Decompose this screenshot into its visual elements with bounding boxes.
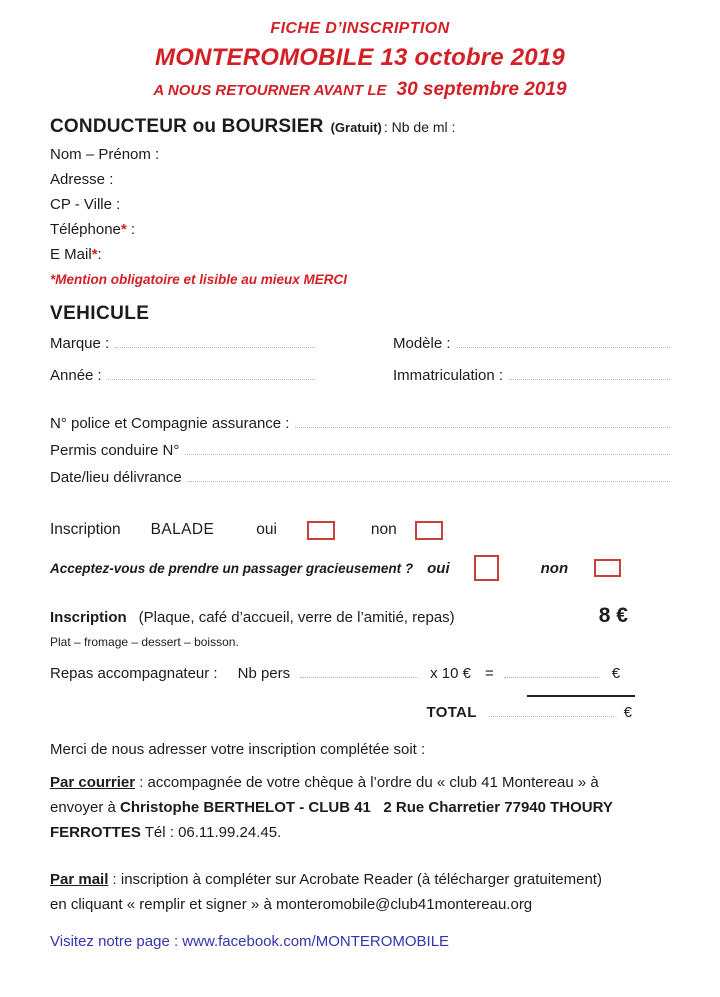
modele-label: Modèle : — [393, 335, 451, 352]
field-immatriculation — [393, 367, 670, 384]
balade-inscription-row — [50, 518, 670, 542]
adresse-label: Adresse : — [50, 171, 114, 188]
total-label: TOTAL — [426, 704, 477, 721]
par-courrier-text-2: envoyer à — [50, 799, 121, 816]
balade-oui-label: oui — [256, 521, 277, 538]
par-courrier-paragraph — [50, 770, 670, 845]
vehicule-row-1 — [50, 335, 670, 367]
assurance-lines — [50, 415, 670, 496]
sum-divider-line — [527, 695, 635, 697]
passager-oui-checkbox[interactable] — [474, 555, 499, 581]
total-input-line[interactable] — [489, 716, 614, 717]
par-mail-lead: Par mail — [50, 871, 109, 888]
gratuit-note: (Gratuit) — [330, 120, 382, 135]
annee-input-line[interactable] — [108, 379, 315, 380]
permis-label: Permis conduire N° — [50, 442, 180, 459]
balade-non-checkbox[interactable] — [415, 521, 443, 540]
vehicule-section-heading: VEHICULE — [50, 303, 150, 324]
total-row — [50, 704, 632, 721]
par-courrier-lead: Par courrier — [50, 774, 136, 791]
field-date-delivrance — [50, 469, 670, 496]
field-modele — [393, 335, 670, 352]
permis-input-line[interactable] — [185, 454, 670, 455]
balade-inscription-label: Inscription — [50, 521, 121, 538]
conducteur-section-heading — [50, 116, 670, 138]
police-assurance-label: N° police et Compagnie assurance : — [50, 415, 290, 432]
inscription-price-label: Inscription — [50, 609, 127, 626]
form-header — [50, 20, 670, 101]
telephone-colon: : — [126, 221, 136, 238]
repas-total-input-line[interactable] — [504, 677, 600, 678]
marque-label: Marque : — [50, 335, 110, 352]
par-mail-paragraph — [50, 867, 670, 917]
nb-ml-label: : Nb de ml : — [383, 119, 456, 135]
field-annee — [50, 367, 315, 384]
inscription-price-detail: (Plaque, café d’accueil, verre de l’amitié, repas) — [138, 609, 455, 626]
email-label: E Mail — [50, 246, 92, 263]
balade-oui-checkbox[interactable] — [307, 521, 335, 540]
menu-note: Plat – fromage – dessert – boisson. — [50, 635, 239, 649]
field-police-assurance — [50, 415, 670, 442]
field-nom-prenom — [50, 146, 670, 171]
field-cp-ville — [50, 196, 670, 221]
courrier-contact-city: FERROTTES — [50, 824, 141, 841]
par-mail-text-2: en cliquant « remplir et signer » à monteromobile@club41montereau.org — [50, 896, 533, 913]
annee-label: Année : — [50, 367, 102, 384]
date-delivrance-label: Date/lieu délivrance — [50, 469, 182, 486]
telephone-label: Téléphone — [50, 221, 121, 238]
field-permis — [50, 442, 670, 469]
pricing-section — [50, 604, 670, 721]
inscription-price-row — [50, 604, 670, 628]
passager-question: Acceptez-vous de prendre un passager gracieusement ? — [50, 560, 414, 576]
equals-sign: = — [485, 665, 494, 682]
immatriculation-input-line[interactable] — [509, 379, 670, 380]
passager-non-label: non — [540, 559, 569, 577]
facebook-page-link[interactable]: Visitez notre page : www.facebook.com/MONTEROMOBILE — [50, 933, 450, 950]
form-title: FICHE D’INSCRIPTION — [270, 20, 450, 37]
vehicule-row-2 — [50, 367, 670, 399]
passager-oui-label: oui — [427, 559, 450, 577]
deadline-date: 30 septembre 2019 — [396, 79, 567, 100]
vehicule-grid — [50, 335, 670, 399]
field-email — [50, 246, 670, 271]
repas-label: Repas accompagnateur : — [50, 665, 218, 682]
balade-label: BALADE — [150, 521, 215, 538]
date-delivrance-input-line[interactable] — [188, 481, 670, 482]
balade-non-label: non — [370, 521, 397, 538]
total-euro-sign: € — [623, 704, 632, 721]
modele-input-line[interactable] — [457, 347, 670, 348]
repas-accompagnateur-row — [50, 665, 670, 682]
field-adresse — [50, 171, 670, 196]
nb-pers-label: Nb pers — [237, 665, 291, 682]
euro-sign: € — [611, 665, 621, 682]
nb-pers-input-line[interactable] — [300, 677, 418, 678]
marque-input-line[interactable] — [115, 347, 315, 348]
courrier-phone: Tél : 06.11.99.24.45. — [140, 824, 282, 841]
passager-non-checkbox[interactable] — [594, 559, 621, 577]
passager-row — [50, 554, 670, 582]
nom-prenom-label: Nom – Prénom : — [50, 146, 160, 163]
required-asterisk: * — [91, 246, 98, 263]
cp-ville-label: CP - Ville : — [50, 196, 121, 213]
immatriculation-label: Immatriculation : — [393, 367, 504, 384]
required-asterisk: * — [120, 221, 127, 238]
return-deadline-line — [50, 79, 670, 101]
par-courrier-text-1: : accompagnée de votre chèque à l’ordre du « club 41 Montereau » à — [135, 774, 599, 791]
field-telephone — [50, 221, 670, 246]
conducteur-heading-text: CONDUCTEUR ou BOURSIER — [50, 116, 324, 137]
multiplier-label: x 10 € — [430, 665, 472, 682]
footer-intro: Merci de nous adresser votre inscription complétée soit : — [50, 741, 426, 758]
mandatory-mention-note: *Mention obligatoire et lisible au mieux MERCI — [50, 272, 348, 287]
par-mail-text-1: : inscription à compléter sur Acrobate Reader (à télécharger gratuitement) — [108, 871, 602, 888]
return-before-text: A NOUS RETOURNER AVANT LE — [153, 82, 387, 99]
inscription-price-value: 8 € — [598, 604, 628, 627]
courrier-contact-name: Christophe BERTHELOT - CLUB 41 2 Rue Charretier 77940 THOURY — [120, 799, 613, 816]
field-marque — [50, 335, 315, 352]
police-assurance-input-line[interactable] — [295, 427, 670, 428]
email-colon: : — [97, 246, 102, 263]
checkbox-section — [50, 518, 670, 582]
conducteur-fields — [50, 146, 670, 271]
event-title: MONTEROMOBILE 13 octobre 2019 — [155, 44, 565, 71]
